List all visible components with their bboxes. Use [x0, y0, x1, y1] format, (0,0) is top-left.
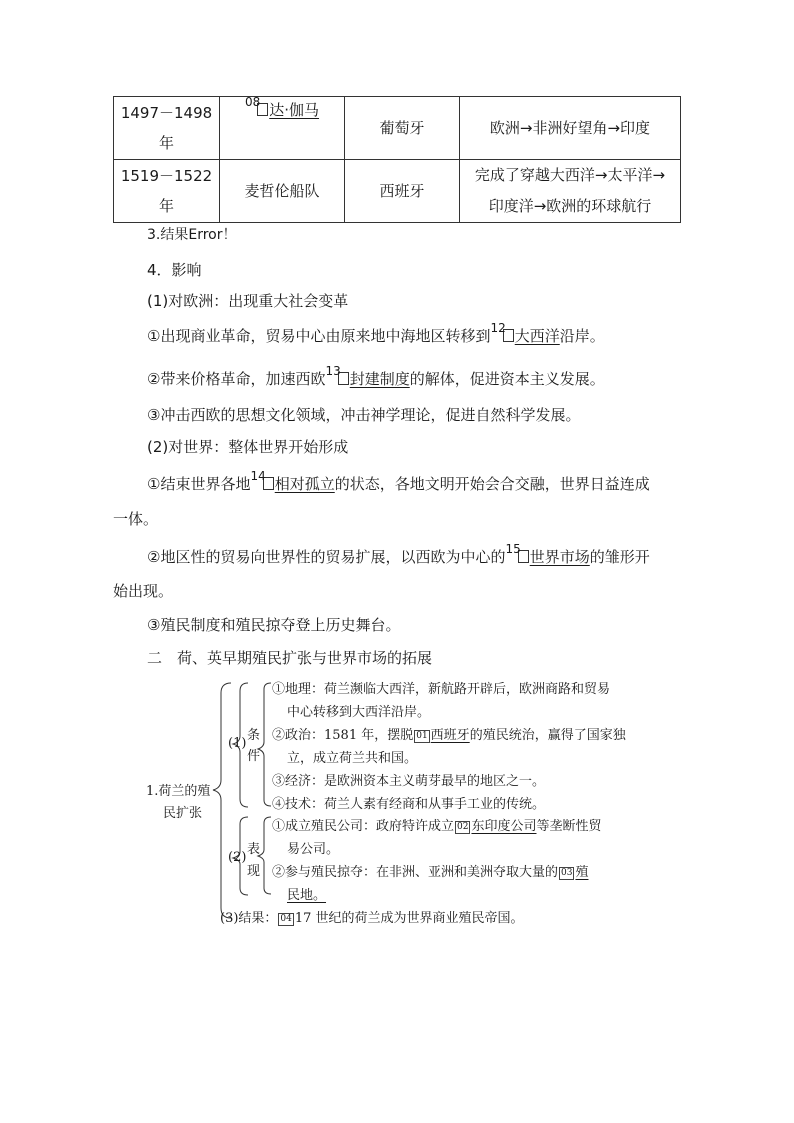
answer-number-box: 01 [416, 731, 428, 741]
diagram-root-line-1: 1.荷兰的殖 [146, 784, 211, 799]
table-cell-year: 1497－1498 年 [114, 97, 220, 160]
table-cell-country: 西班牙 [345, 160, 460, 223]
europe-item-1: ①出现商业革命，贸易中心由原来地中海地区转移到$^{12}$ 大西洋沿岸。 [147, 321, 605, 345]
world-item-1: ①结束世界各地$^{14}$ 相对孤立的状态，各地文明开始会合交融，世界日益连成 [147, 469, 650, 493]
performance-label-2: 现 [247, 864, 261, 879]
condition-label-2: 件 [247, 749, 261, 764]
diagram-result: (3)结果： 04 17 世纪的荷兰成为世界商业殖民帝国。 [220, 911, 524, 926]
answer-number-box: 04 [280, 914, 292, 924]
answer-number-box: 02 [457, 822, 469, 832]
world-item-2: ②地区性的贸易向世界性的贸易扩展，以西欧为中心的$^{15}$ 世界市场的雏形开 [147, 542, 650, 566]
condition-2-line-1: ②政治：1581 年，摆脱 01 西班牙的殖民统治，赢得了国家独 [272, 728, 626, 743]
answer-number-box: 03 [561, 868, 573, 878]
table-cell-country: 葡萄牙 [345, 97, 460, 160]
world-heading: (2)对世界：整体世界开始形成 [147, 438, 349, 456]
condition-1-line-1: ①地理：荷兰濒临大西洋，新航路开辟后，欧洲商路和贸易 [272, 682, 611, 697]
performance-2-line-2: 民地。 [287, 888, 327, 903]
condition-3: ③经济：是欧洲资本主义萌芽最早的地区之一。 [272, 774, 546, 789]
section-heading: 二 荷、英早期殖民扩张与世界市场的拓展 [147, 649, 433, 667]
table-cell-route: 完成了穿越大西洋→太平洋→ 印度洋→欧洲的环球航行 [460, 160, 681, 223]
condition-2-line-2: 立，成立荷兰共和国。 [287, 751, 418, 766]
table-cell-year: 1519－1522 年 [114, 160, 220, 223]
answer-number: 15 [505, 542, 521, 556]
world-item-2-cont: 始出现。 [113, 582, 174, 600]
performance-1-line-2: 易公司。 [287, 842, 340, 857]
world-item-3: ③殖民制度和殖民掠夺登上历史舞台。 [147, 616, 401, 634]
answer-number: 14 [250, 469, 266, 483]
condition-4: ④技术：荷兰人素有经商和从事手工业的传统。 [272, 797, 546, 812]
answer-number: 12 [490, 321, 506, 335]
performance-number: (2) [228, 850, 247, 865]
outer-brace [213, 683, 231, 918]
table-cell-explorer: $^{08}$ 达·伽马 [220, 97, 345, 160]
performance-2-line-1: ②参与殖民掠夺：在非洲、亚洲和美洲夺取大量的 03 殖 [272, 865, 589, 880]
answer-number: 08 [244, 95, 261, 109]
condition-label-1: 条 [247, 728, 261, 743]
europe-item-3: ③冲击西欧的思想文化领域，冲击神学理论，促进自然科学发展。 [147, 406, 581, 424]
world-item-1-cont: 一体。 [113, 510, 159, 528]
table-cell-explorer: 麦哲伦船队 [220, 160, 345, 223]
europe-heading: (1)对欧洲：出现重大社会变革 [147, 292, 349, 310]
condition-1-line-2: 中心转移到大西洋沿岸。 [287, 705, 431, 720]
performance-label-1: 表 [247, 842, 261, 857]
answer-number: 13 [325, 364, 341, 378]
diagram-root-line-2: 民扩张 [163, 806, 203, 821]
condition-number: (1) [228, 736, 247, 751]
result-line: 3.结果Error！ [147, 227, 237, 243]
europe-item-2: ②带来价格革命，加速西欧$^{13}$ 封建制度的解体，促进资本主义发展。 [147, 364, 605, 388]
impact-heading: 4．影响 [147, 261, 202, 279]
performance-1-line-1: ①成立殖民公司：政府特许成立 02 东印度公司等垄断性贸 [272, 819, 602, 834]
table-cell-route: 欧洲→非洲好望角→印度 [460, 97, 681, 160]
